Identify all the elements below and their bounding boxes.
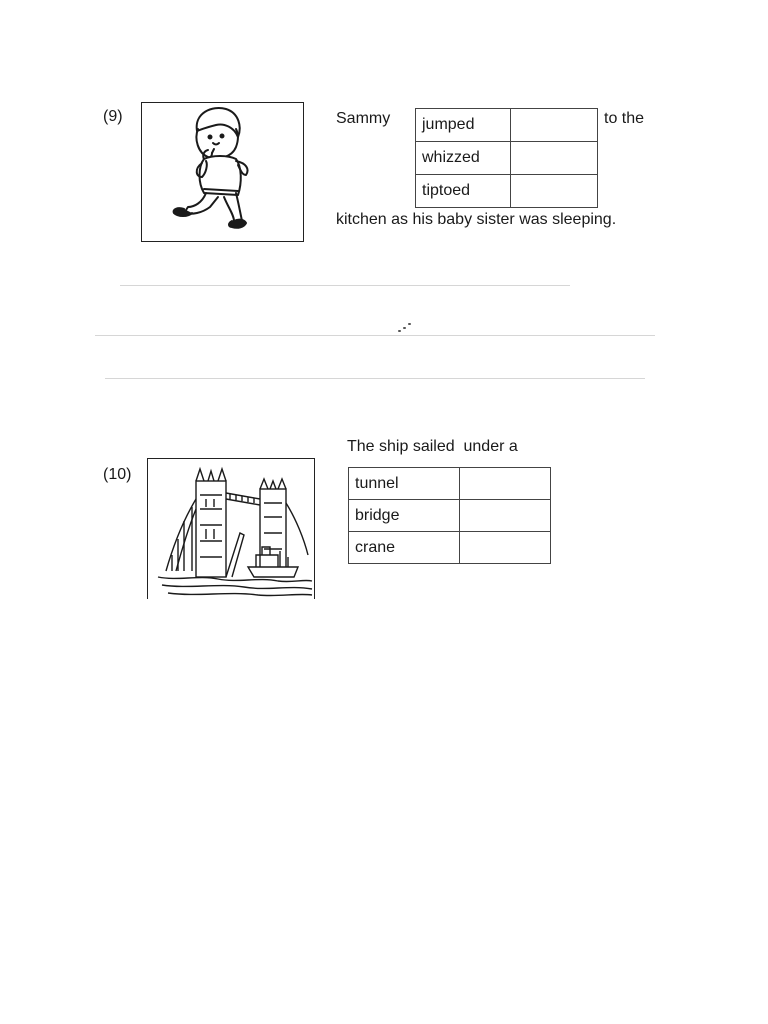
question-9-after-text: to the [604,110,645,127]
option-label: whizzed [416,142,511,175]
question-10-options-table [348,467,551,564]
question-10-number: (10) [103,466,132,483]
tower-bridge-illustration [148,459,314,599]
option-label: jumped [416,109,511,142]
scan-noise [105,378,645,379]
scan-speck [398,330,401,332]
scan-speck [403,327,406,329]
answer-box[interactable] [460,500,551,532]
question-10-picture [147,458,315,599]
question-9-options-table [415,108,598,208]
question-10-prompt: The ship sailed under a [347,438,518,455]
option-row [416,109,598,142]
answer-box[interactable] [460,468,551,500]
option-row [416,142,598,175]
scan-noise [95,335,655,336]
option-label: crane [349,532,460,564]
answer-box[interactable] [460,532,551,564]
option-row [349,500,551,532]
option-label: tunnel [349,468,460,500]
answer-box[interactable] [511,109,598,142]
option-label: bridge [349,500,460,532]
question-9-lead-text: Sammy [336,110,391,127]
question-9-number: (9) [103,108,123,125]
question-9-continuation-text: kitchen as his baby sister was sleeping. [336,211,617,228]
scan-noise [120,285,570,286]
question-9-picture [141,102,304,242]
scan-speck [408,323,411,325]
option-row [349,532,551,564]
option-row [416,175,598,208]
option-row [349,468,551,500]
answer-box[interactable] [511,175,598,208]
answer-box[interactable] [511,142,598,175]
tiptoeing-boy-illustration [142,103,303,241]
option-label: tiptoed [416,175,511,208]
